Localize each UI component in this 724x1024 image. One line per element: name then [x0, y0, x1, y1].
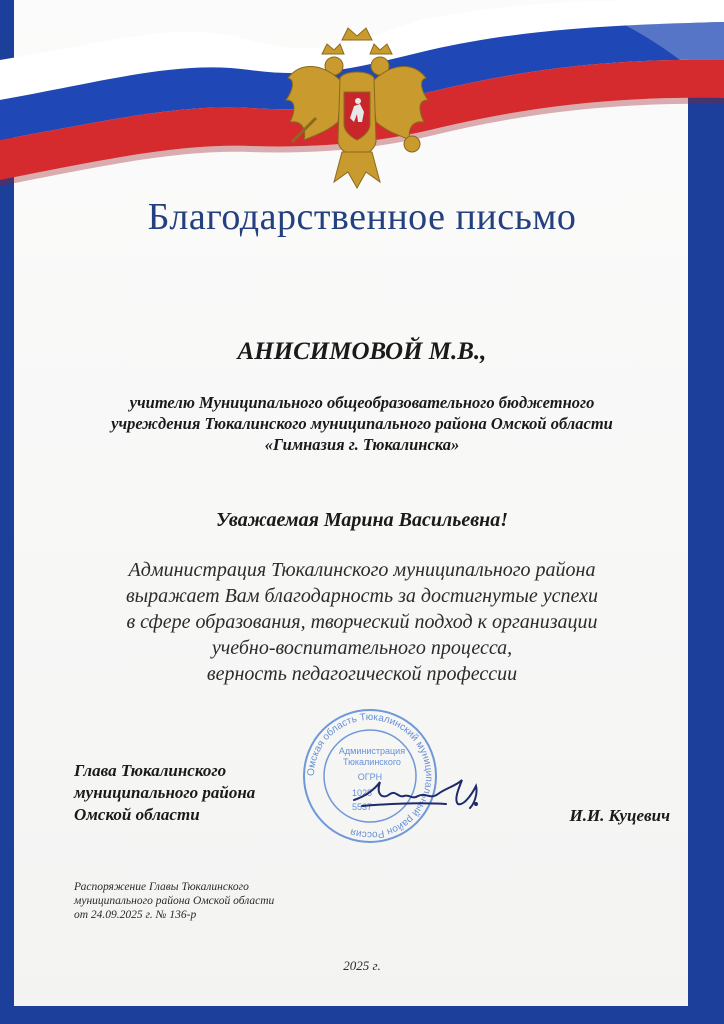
stamp-ring-text: Омская область Тюкалинский муниципальный район Россия — [305, 711, 435, 841]
handwritten-signature — [346, 760, 496, 820]
recipient-position — [60, 392, 664, 455]
position-line: учреждения Тюкалинского муниципального района Омской области — [111, 414, 613, 433]
decree-line: муниципального района Омской области — [74, 895, 275, 907]
coat-of-arms-emblem — [282, 22, 432, 192]
body-line: в сфере образования, творческий подход к организации — [126, 611, 598, 633]
body-line: учебно-воспитательного процесса, — [211, 637, 513, 659]
letter-body — [70, 557, 654, 687]
body-line: Администрация Тюкалинского муниципального района — [128, 559, 596, 581]
signer-name: И.И. Куцевич — [569, 806, 670, 825]
stamp-center-text: Администрация — [338, 746, 406, 756]
signer-title-line: муниципального района — [74, 783, 256, 802]
signer-title-line: Глава Тюкалинского — [74, 761, 227, 780]
position-line: «Гимназия г. Тюкалинска» — [264, 435, 460, 454]
stamp-center-text: 5537 — [351, 802, 373, 812]
greeting: Уважаемая Марина Васильевна! — [215, 509, 509, 531]
document-year: 2025 г. — [343, 958, 381, 973]
stamp-center-text: 1025 — [351, 788, 373, 798]
position-line: учителю Муниципального общеобразовательного бюджетного — [129, 393, 595, 412]
stamp-center-text: Тюкалинского — [343, 757, 401, 767]
recipient-name: АНИСИМОВОЙ М.В., — [237, 338, 487, 365]
decree-line: Распоряжение Главы Тюкалинского — [74, 881, 249, 893]
body-line: выражает Вам благодарность за достигнутые успехи — [125, 585, 599, 607]
decree-line: от 24.09.2025 г. № 136-р — [74, 909, 197, 921]
body-line: верность педагогической профессии — [206, 663, 518, 685]
stamp-center-text: ОГРН — [357, 772, 383, 782]
signer-title-line: Омской области — [74, 805, 200, 824]
decree-reference — [74, 880, 334, 922]
signer-title — [74, 760, 334, 826]
letter-title: Благодарственное письмо — [147, 196, 577, 238]
